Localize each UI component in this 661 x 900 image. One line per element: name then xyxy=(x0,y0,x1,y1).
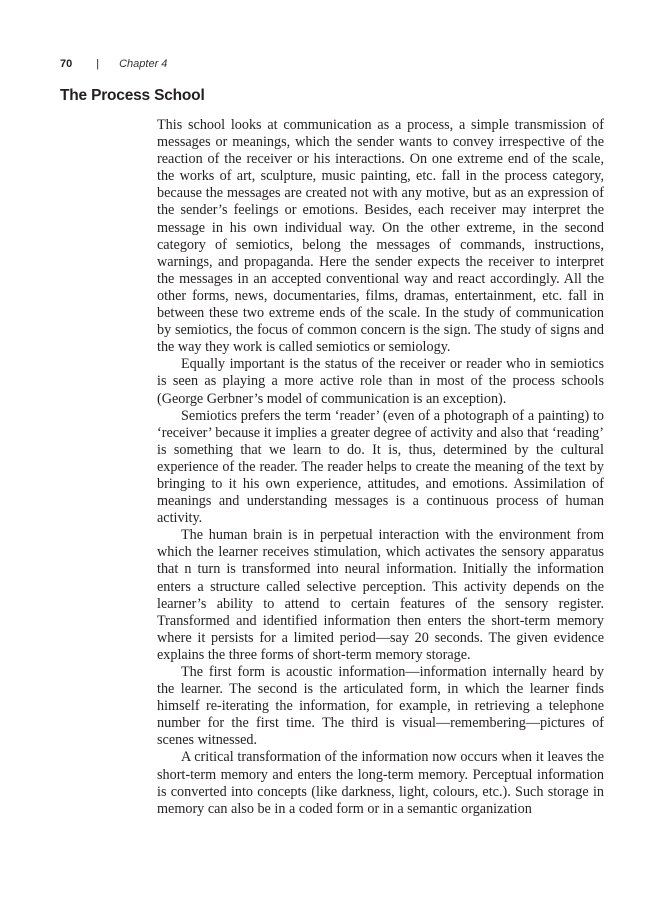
page-number: 70 xyxy=(60,58,73,70)
paragraph: The first form is acoustic information—information internally heard by the learner. The second is the articulated form, in which the learner finds himself re-iterating the information, for example, in retrieving a telephone number for the first time. The third is visual—remembering—pictures of scenes witnessed. xyxy=(157,664,604,749)
paragraph: This school looks at communication as a process, a simple transmission of messages or meanings, which the sender wants to convey irrespective of the reaction of the receiver or his interactions. On one extreme end of the scale, the works of art, sculpture, music painting, etc. fall in the process category, because the messages are created not with any motive, but as an expression of the sender’s feelings or emotions. Besides, each receiver may interpret the message in his own individual way. On the other extreme, in the second category of semiotics, belong the messages of commands, instructions, warnings, and propaganda. Here the sender expects the receiver to interpret the messages in an accepted conventional way and react accordingly. All the other forms, news, documentaries, films, dramas, entertainment, etc. fall in between these two extreme ends of the scale. In the study of communication by semiotics, the focus of common concern is the sign. The study of signs and the way they work is called semiotics or semiology. xyxy=(157,117,604,356)
paragraph: Semiotics prefers the term ‘reader’ (even of a photograph of a painting) to ‘receiver’ because it implies a greater degree of activity and also that ‘reading’ is something that we learn to do. It is, thus, determined by the cultural experience of the reader. The reader helps to create the meaning of the text by bringing to it his own experience, attitudes, and emotions. Assimilation of meanings and understanding messages is a continuous process of human activity. xyxy=(157,407,604,527)
paragraph: A critical transformation of the information now occurs when it leaves the short-term memory and enters the long-term memory. Perceptual information is converted into concepts (like darkness, light, colours, etc.). Such storage in memory can also be in a coded form or in a semantic organization xyxy=(157,749,604,817)
running-head xyxy=(60,58,167,70)
header-separator: | xyxy=(96,58,100,70)
body-text xyxy=(157,117,604,818)
paragraph: Equally important is the status of the receiver or reader who in semiotics is seen as playing a more active role than in most of the process schools (George Gerbner’s model of communication is an exception). xyxy=(157,356,604,407)
section-heading: The Process School xyxy=(60,87,205,104)
chapter-label: Chapter 4 xyxy=(119,58,168,70)
paragraph: The human brain is in perpetual interaction with the environment from which the learner receives stimulation, which activates the sensory apparatus that n turn is transformed into neural information. Initially the information enters a structure called selective perception. This activity depends on the learner’s ability to attend to certain features of the sensory register. Transformed and identified information then enters the short-term memory where it persists for a limited period—say 20 seconds. The given evidence explains the three forms of short-term memory storage. xyxy=(157,527,604,663)
